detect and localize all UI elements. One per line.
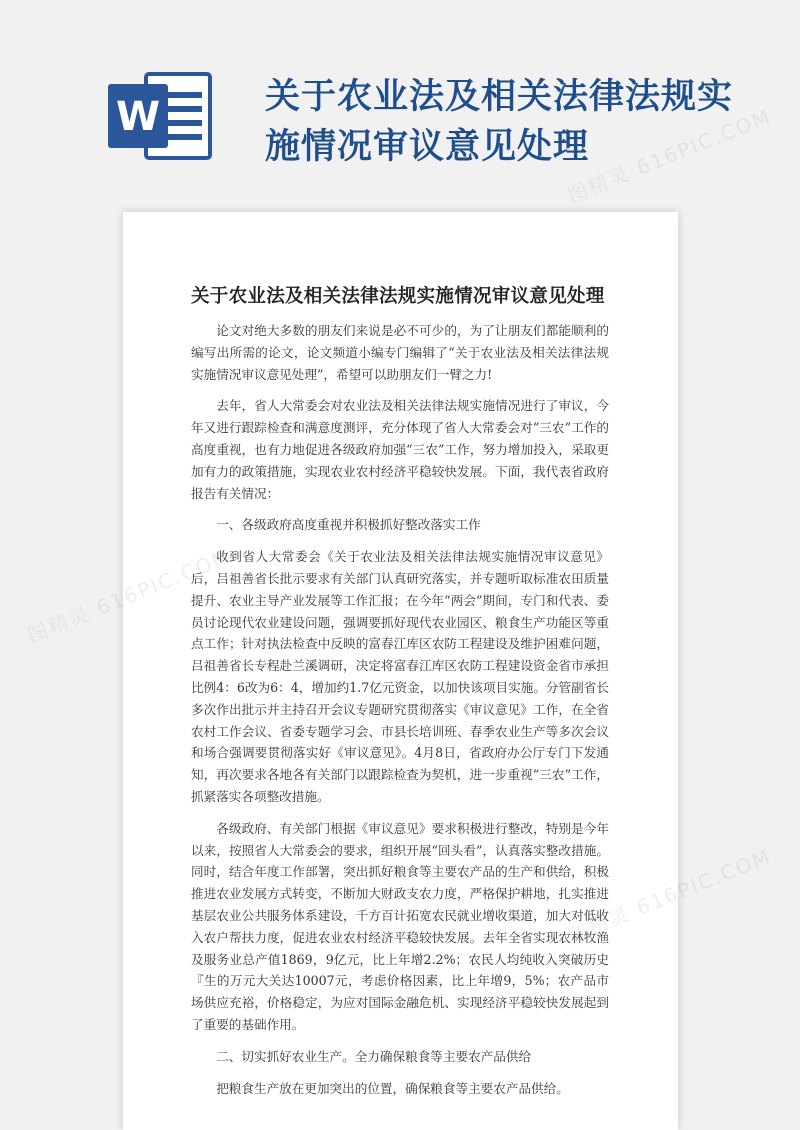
paragraph-overview: 去年，省人大常委会对农业法及相关法律法规实施情况进行了审议，今年又进行跟踪检查和满意度测评，充分体现了省人大常委会对“三农”工作的高度重视，也有力地促进各级政府加强“三农”工作，努力增加投入，采取更加有力的政策措施，实现农业农村经济平稳较快发展。下面，我代表省政府报告有关情况： <box>191 398 609 501</box>
watermark-text: 图精灵 <box>23 600 95 648</box>
document-body <box>191 320 609 1109</box>
header-title: 关于农业法及相关法律法规实施情况审议意见处理 <box>265 77 734 167</box>
section-heading-2: 二、切实抓好农业生产。全力确保粮食等主要农产品供给 <box>216 1048 532 1064</box>
svg-text:W: W <box>115 94 161 140</box>
paragraph-section1-b: 各级政府、有关部门根据《审议意见》要求积极进行整改，特别是今年以来，按照省人大常委会的要求，组织开展“回头看”，认真落实整改措施。同时，结合年度工作部署，突出抓好粮食等主要农产品的生产和供给，积极推进农业发展方式转变，不断加大财政支农力度，严格保护耕地，扎实推进基层农业公共服务体系建设，千方百计拓宽农民就业增收渠道，加大对低收入农户帮扶力度，促进农业农村经济平稳较快发展。去年全省实现农林牧渔及服务业总产值1869，9亿元，比上年增2.2%；农民人均纯收入突破历史『生的万元大关达10007元，考虑价格因素，比上年增9，5%；农产品市场供应充裕，价格稳定，为应对国际金融危机、实现经济平稳较快发展起到了重要的基础作用。 <box>191 820 609 1032</box>
watermark-text: 616PIC.COM <box>632 843 775 920</box>
watermark-text: 图精灵 616PIC.COM <box>563 103 775 208</box>
word-document-icon <box>108 70 216 162</box>
document-page <box>123 212 678 1130</box>
document-header <box>0 0 800 210</box>
paragraph-intro: 论文对绝大多数的朋友们来说是必不可少的，为了让朋友们都能顺利的编写出所需的论文，论文频道小编专门编辑了“关于农业法及相关法律法规实施情况审议意见处理”，希望可以助朋友们一臂之力! <box>191 323 609 382</box>
page-title: 关于农业法及相关法律法规实施情况审议意见处理 <box>191 286 605 307</box>
paragraph-section2: 把粮食生产放在更加突出的位置，确保粮食等主要农产品供给。 <box>216 1080 569 1096</box>
paragraph-section1-a: 收到省人大常委会《关于农业法及相关法律法规实施情况审议意见》后，吕祖善省长批示要求有关部门认真研究落实，并专题听取标准农田质量提升、农业主导产业发展等工作汇报；在今年“两会”期间，专门和代表、委员讨论现代农业建设问题，强调要抓好现代农业园区、粮食生产功能区等重点工作；针对执法检查中反映的富春江库区农防工程建设及维护困难问题，吕祖善省长专程赴兰溪调研，决定将富春江库区农防工程建设资金省市承担比例4：6改为6：4，增加约1.7亿元资金，以加快该项目实施。分管副省长多次作出批示并主持召开会议专题研究贯彻落实《审议意见》工作，在全省农村工作会议、省委专题学习会、市县长培训班、春季农业生产等多次会议和场合强调要贯彻落实好《审议意见》。4月8日，省政府办公厅专门下发通知，再次要求各地各有关部门以跟踪检查为契机，进一步重视“三农”工作，抓紧落实各项整改措施。 <box>191 549 609 804</box>
section-heading-1: 一、各级政府高度重视并积极抓好整改落实工作 <box>216 517 481 533</box>
